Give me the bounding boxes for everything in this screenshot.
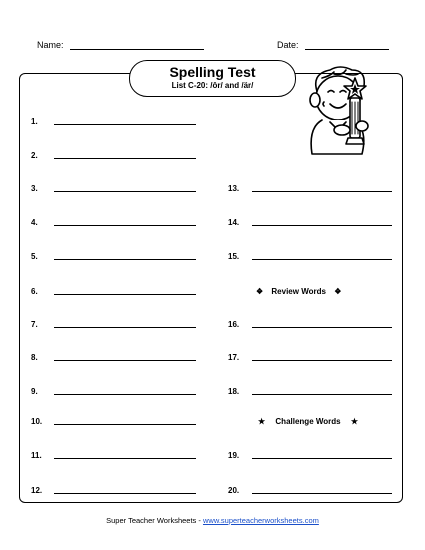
item-number: 12.	[31, 486, 43, 495]
item-number: 13.	[228, 184, 240, 193]
answer-line[interactable]	[54, 191, 196, 192]
page-subtitle: List C-20: /ôr/ and /är/	[171, 81, 254, 90]
challenge-words-heading	[258, 417, 358, 426]
answer-line[interactable]	[252, 191, 392, 192]
answer-line[interactable]	[54, 394, 196, 395]
answer-line[interactable]	[54, 458, 196, 459]
date-field	[277, 40, 389, 50]
item-number: 17.	[228, 353, 240, 362]
page-title: Spelling Test	[169, 64, 256, 80]
review-icon-right: ❖	[334, 287, 342, 296]
item-number: 5.	[31, 252, 38, 261]
item-number: 8.	[31, 353, 38, 362]
name-line[interactable]	[70, 40, 204, 50]
answer-line[interactable]	[54, 327, 196, 328]
challenge-words-label: Challenge Words	[275, 417, 341, 426]
footer-text: Super Teacher Worksheets -	[106, 516, 203, 525]
review-words-label: Review Words	[271, 287, 326, 296]
review-icon-left: ❖	[256, 287, 264, 296]
item-number: 10.	[31, 417, 43, 426]
answer-line[interactable]	[54, 124, 196, 125]
answer-line[interactable]	[54, 158, 196, 159]
item-number: 18.	[228, 387, 240, 396]
trophy-boy-icon	[300, 64, 388, 164]
item-number: 1.	[31, 117, 38, 126]
challenge-icon-right: ★	[350, 417, 359, 426]
item-number: 2.	[31, 151, 38, 160]
footer-link[interactable]: www.superteacherworksheets.com	[202, 516, 319, 525]
answer-line[interactable]	[54, 493, 196, 494]
item-number: 6.	[31, 287, 38, 296]
answer-line[interactable]	[252, 225, 392, 226]
item-number: 16.	[228, 320, 240, 329]
item-number: 3.	[31, 184, 38, 193]
item-number: 4.	[31, 218, 38, 227]
name-label: Name:	[37, 40, 64, 50]
footer	[0, 516, 425, 525]
answer-line[interactable]	[54, 424, 196, 425]
item-number: 11.	[31, 451, 42, 460]
item-number: 14.	[228, 218, 240, 227]
item-number: 19.	[228, 451, 240, 460]
answer-line[interactable]	[54, 360, 196, 361]
answer-line[interactable]	[252, 327, 392, 328]
answer-line[interactable]	[54, 225, 196, 226]
item-number: 20.	[228, 486, 240, 495]
review-words-heading	[256, 287, 341, 296]
title-box	[129, 60, 296, 97]
answer-line[interactable]	[54, 259, 196, 260]
date-label: Date:	[277, 40, 299, 50]
answer-line[interactable]	[252, 259, 392, 260]
answer-line[interactable]	[54, 294, 196, 295]
name-field	[37, 40, 204, 50]
answer-line[interactable]	[252, 458, 392, 459]
challenge-icon-left: ★	[258, 417, 266, 426]
answer-line[interactable]	[252, 394, 392, 395]
answer-line[interactable]	[252, 360, 392, 361]
item-number: 15.	[228, 252, 240, 261]
item-number: 9.	[31, 387, 38, 396]
answer-line[interactable]	[252, 493, 392, 494]
item-number: 7.	[31, 320, 38, 329]
date-line[interactable]	[305, 40, 389, 50]
